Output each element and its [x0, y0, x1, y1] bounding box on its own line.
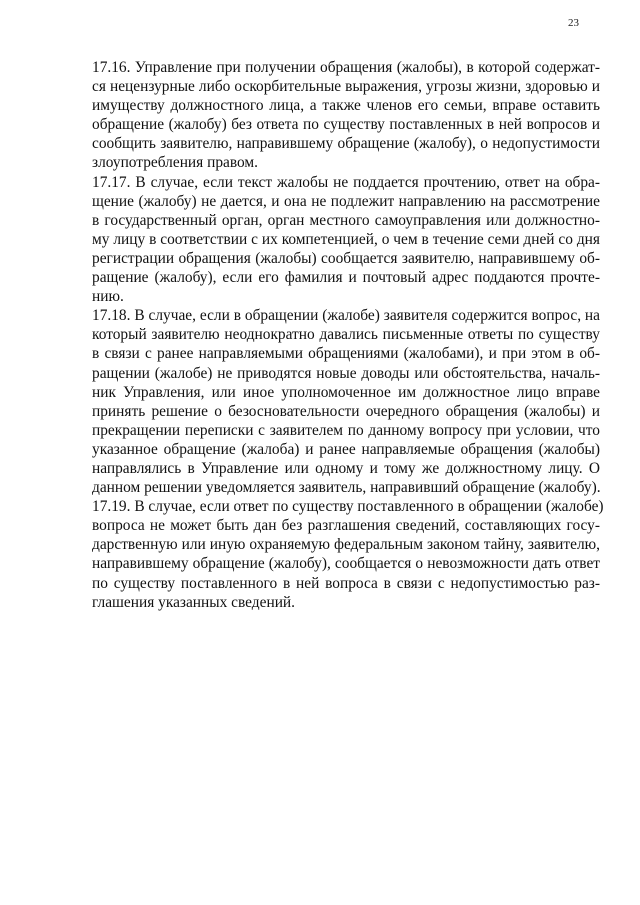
paragraph-2 [92, 173, 600, 307]
text-line: прекращении переписки с заявителем по данному вопросу при условии, что [92, 421, 600, 439]
text-line: сообщить заявителю, направившему обращение (жалобу), о недопустимости [92, 135, 600, 153]
text-line: ся нецензурные либо оскорбительные выражения, угрозы жизни, здоровью и [92, 78, 600, 96]
document-body [92, 58, 604, 612]
page-number: 23 [568, 17, 579, 29]
text-line: регистрации обращения (жалобы) сообщается заявителю, направившему об- [92, 249, 600, 267]
text-line: 17.19. В случае, если ответ по существу поставленного в обращении (жалобе) [92, 498, 604, 516]
paragraph-3 [92, 306, 600, 497]
text-line: в государственный орган, орган местного самоуправления или должностно- [92, 211, 600, 229]
text-line: имуществу должностного лица, а также членов его семьи, вправе оставить [92, 97, 600, 115]
text-line: щение (жалобу) не дается, и она не подлежит направлению на рассмотрение [92, 192, 600, 210]
text-line: ник Управления, или иное уполномоченное им должностное лицо вправе [92, 383, 600, 401]
text-line: по существу поставленного в ней вопроса в связи с недопустимостью раз- [92, 574, 600, 592]
text-line: 17.16. Управление при получении обращения (жалобы), в которой содержат- [92, 59, 600, 76]
paragraph-1 [92, 58, 600, 173]
text-line: в связи с ранее направляемыми обращениями (жалобами), и при этом в об- [92, 345, 600, 363]
text-line: указанное обращение (жалоба) и ранее направляемые обращения (жалобы) [92, 440, 600, 458]
text-line: направлялись в Управление или одному и тому же должностному лицу. О [92, 459, 600, 477]
text-line: 17.17. В случае, если текст жалобы не поддается прочтению, ответ на обра- [92, 173, 600, 191]
text-line: вопроса не может быть дан без разглашения сведений, составляющих госу- [92, 517, 600, 535]
text-line: дарственную или иную охраняемую федеральным законом тайну, заявителю, [92, 536, 600, 554]
text-line: глашения указанных сведений. [92, 593, 296, 611]
paragraph-4 [92, 497, 604, 612]
text-line: который заявителю неоднократно давались письменные ответы по существу [92, 326, 600, 344]
text-line: данном решении уведомляется заявитель, направивший обращение (жалобу). [92, 479, 601, 497]
text-line: принять решение о безосновательности очередного обращения (жалобы) и [92, 402, 600, 420]
text-line: направившему обращение (жалобу), сообщается о невозможности дать ответ [92, 555, 600, 573]
text-line: ращении (жалобе) не приводятся новые доводы или обстоятельства, началь- [92, 364, 600, 382]
text-line: нию. [92, 288, 124, 306]
text-line: обращение (жалобу) без ответа по существу поставленных в ней вопросов и [92, 116, 600, 134]
text-line: му лицу в соответствии с их компетенцией, о чем в течение семи дней со дня [92, 230, 600, 248]
text-line: злоупотребления правом. [92, 154, 259, 172]
text-line: 17.18. В случае, если в обращении (жалобе) заявителя содержится вопрос, на [92, 307, 600, 325]
text-line: ращение (жалобу), если его фамилия и почтовый адрес поддаются прочте- [92, 269, 600, 287]
